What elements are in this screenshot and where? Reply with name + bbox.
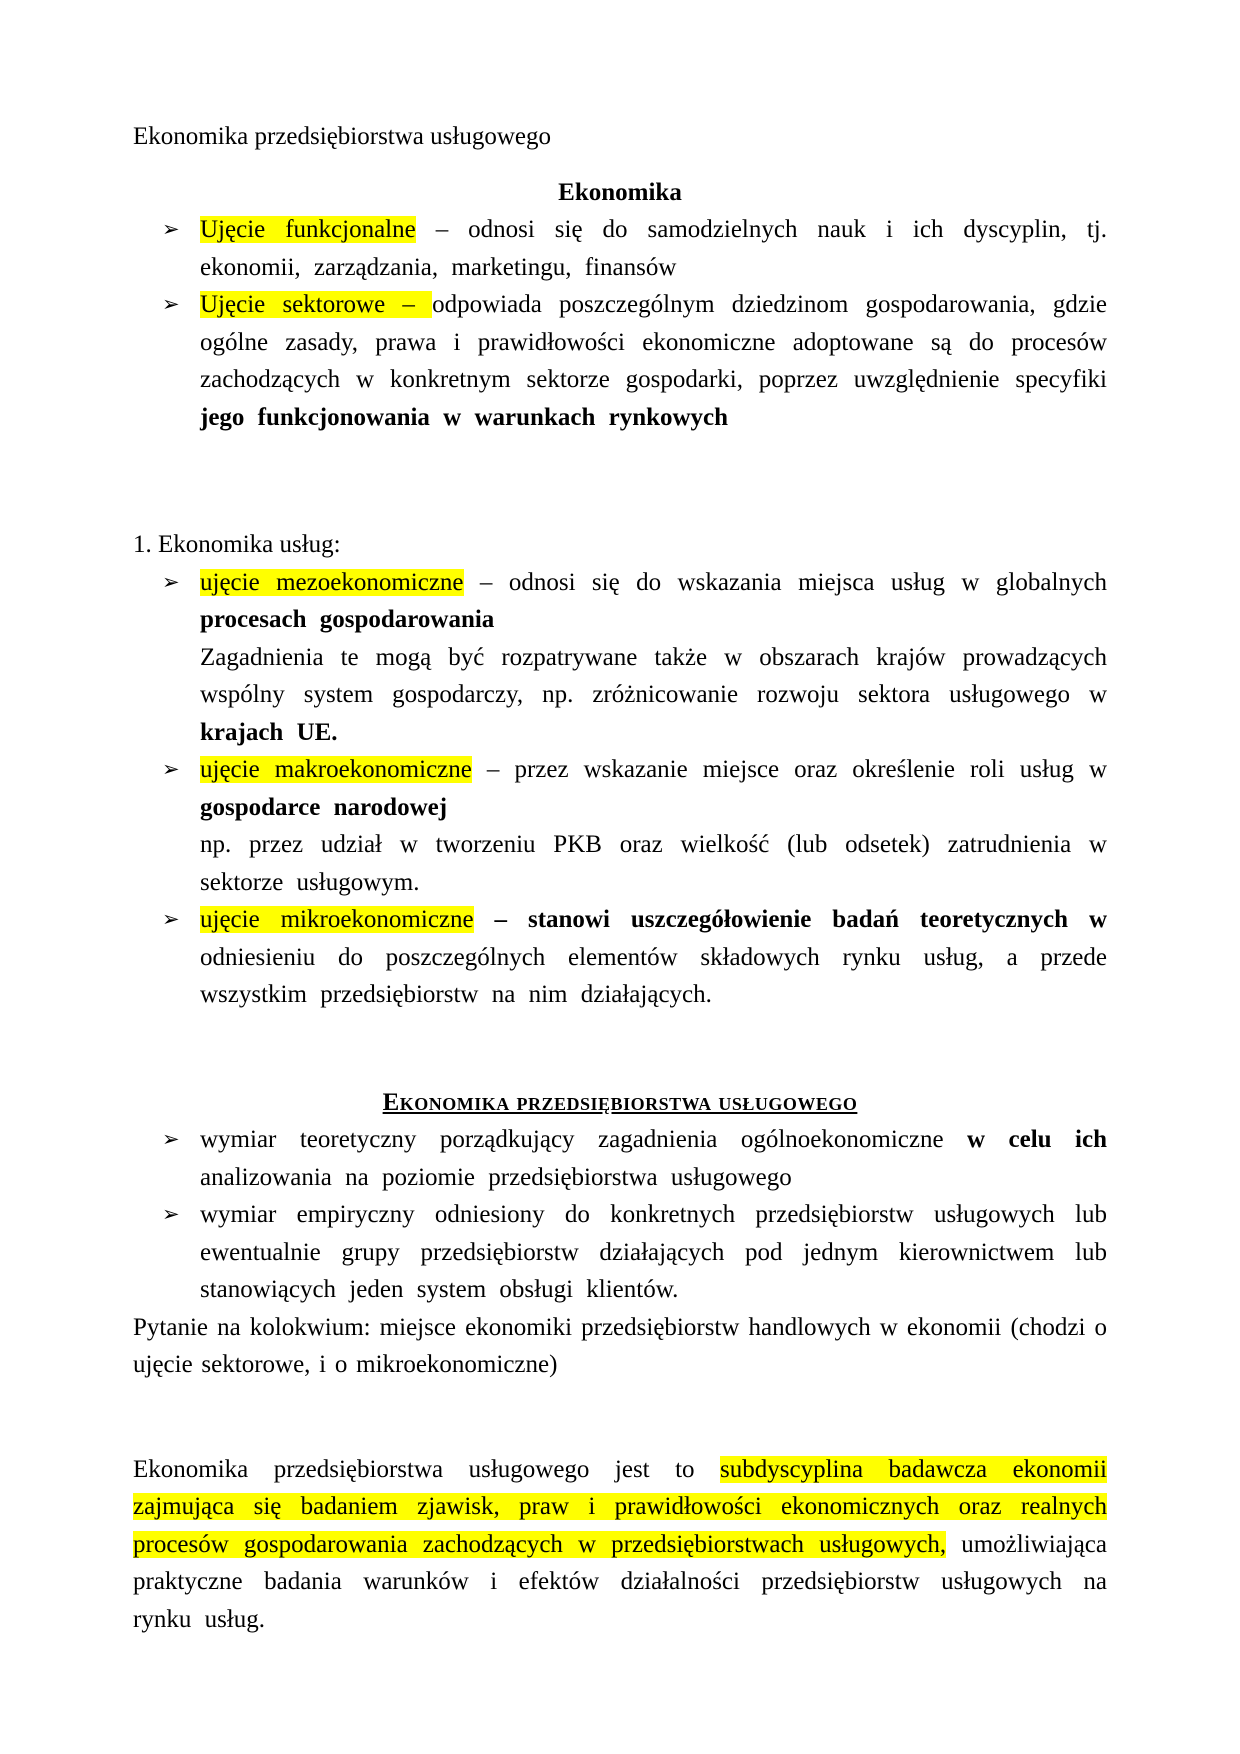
highlighted-text-run: Ujęcie sektorowe – xyxy=(200,291,433,318)
dimensions-list xyxy=(133,1121,1107,1309)
bullet-item xyxy=(133,564,1107,752)
highlighted-text-run: Ujęcie funkcjonalne xyxy=(200,216,416,243)
arrow-bullet-icon: ➢ xyxy=(162,757,180,781)
text-run: – odnosi się do samodzielnych nauk i ich dyscyplin, tj. ekonomii, zarządzania, marketingu, finansów xyxy=(200,216,1107,281)
bullet-item xyxy=(133,751,1107,901)
text-run: krajach UE. xyxy=(200,718,338,746)
bullet-item-line xyxy=(200,1121,1107,1196)
text-run: Zagadnienia te mogą być rozpatrywane także w obszarach krajów prowadzących wspólny system gospodarczy, np. zróżnicowanie rozwoju sektora usługowego w xyxy=(200,643,1107,708)
arrow-bullet-icon: ➢ xyxy=(162,217,180,241)
bullet-item-line xyxy=(200,639,1107,752)
text-run: w celu ich xyxy=(967,1126,1107,1153)
arrow-bullet-icon: ➢ xyxy=(162,1127,180,1151)
bullet-item-text xyxy=(200,286,1107,436)
bullet-item xyxy=(133,1121,1107,1196)
bullet-item xyxy=(133,1196,1107,1309)
text-run: – odnosi się do wskazania miejsca usług w globalnych xyxy=(463,568,1107,596)
text-run: np. przez udział w tworzeniu PKB oraz wielkość (lub odsetek) zatrudnienia w sektorze usługowym. xyxy=(200,831,1107,896)
bullet-item-line xyxy=(200,1196,1107,1309)
text-run: odpowiada poszczególnym dziedzinom gospodarowania, gdzie ogólne zasady, prawa i prawidłowości ekonomiczne adoptowane są do procesów zachodzących w konkretnym sektorze gospodarki, poprzez uwzględnienie specyfiki xyxy=(200,291,1107,393)
highlighted-text-run: ujęcie makroekonomiczne xyxy=(200,756,472,783)
highlighted-text-run: subdyscyplina badawcza ekonomii zajmująca się badaniem zjawisk, praw i prawidłowości ekonomicznych oraz realnych procesów gospodarowania zachodzących w przedsiębiorstwach usługowych, xyxy=(133,1455,1107,1558)
bullet-item-text xyxy=(200,211,1107,286)
bullet-item-line xyxy=(200,751,1107,826)
bullet-item-text xyxy=(200,901,1107,1014)
section-title-ekonomika: Ekonomika xyxy=(558,178,682,206)
bullet-item-line xyxy=(200,826,1107,901)
bullet-item-text xyxy=(200,564,1107,752)
arrow-bullet-icon: ➢ xyxy=(162,1202,180,1226)
text-run: Ekonomika przedsiębiorstwa usługowego jest to xyxy=(133,1455,721,1483)
text-run: jego funkcjonowania w warunkach rynkowych xyxy=(200,403,729,431)
bullet-item-line xyxy=(200,564,1107,639)
arrow-bullet-icon: ➢ xyxy=(162,292,180,316)
main-heading: Ekonomika przedsiębiorstwa usługowego xyxy=(382,1088,858,1116)
text-run: – stanowi uszczegółowienie badań teoretycznych w xyxy=(473,906,1107,933)
definition-paragraph xyxy=(133,1451,1107,1639)
text-run: gospodarce narodowej xyxy=(200,793,448,821)
bullet-item xyxy=(133,211,1107,286)
bullet-item-line xyxy=(200,211,1107,286)
services-economics-heading: 1. Ekonomika usług: xyxy=(133,531,341,558)
text-run: odniesieniu do poszczególnych elementów składowych rynku usług, a przede wszystkim przedsiębiorstw na nim działających. xyxy=(200,943,1107,1008)
text-run: umożliwiająca praktyczne badania warunków i efektów działalności przedsiębiorstw usługowych na rynku usług. xyxy=(133,1530,1108,1633)
bullet-item xyxy=(133,901,1107,1014)
text-run: procesach gospodarowania xyxy=(200,606,495,633)
arrow-bullet-icon: ➢ xyxy=(162,907,180,931)
services-approaches-list xyxy=(133,564,1107,1014)
text-run: wymiar teoretyczny porządkujący zagadnienia ogólnoekonomiczne xyxy=(200,1126,968,1153)
text-run: wymiar empiryczny odniesiony do konkretnych przedsiębiorstw usługowych lub ewentualnie grupy przedsiębiorstw działających pod jednym kierownictwem lub stanowiących jeden system obsługi klientów. xyxy=(200,1201,1107,1303)
economics-approaches-list xyxy=(133,211,1107,436)
bullet-item-text xyxy=(200,1121,1107,1196)
arrow-bullet-icon: ➢ xyxy=(162,569,180,594)
highlighted-text-run: ujęcie mezoekonomiczne xyxy=(200,568,464,596)
bullet-item-line xyxy=(200,901,1107,1014)
bullet-item-text xyxy=(200,1196,1107,1309)
text-run: – przez wskazanie miejsce oraz określenie roli usług w xyxy=(471,756,1108,783)
bullet-item-line xyxy=(200,286,1107,436)
highlighted-text-run: ujęcie mikroekonomiczne xyxy=(200,906,474,933)
course-title-line: Ekonomika przedsiębiorstwa usługowego xyxy=(133,123,551,150)
exam-question-note: Pytanie na kolokwium: miejsce ekonomiki przedsiębiorstw handlowych w ekonomii (chodzi o ujęcie sektorowe, i o mikroekonomiczne) xyxy=(133,1313,1107,1378)
bullet-item xyxy=(133,286,1107,436)
bullet-item-text xyxy=(200,751,1107,901)
text-run: analizowania na poziomie przedsiębiorstwa usługowego xyxy=(200,1163,792,1191)
